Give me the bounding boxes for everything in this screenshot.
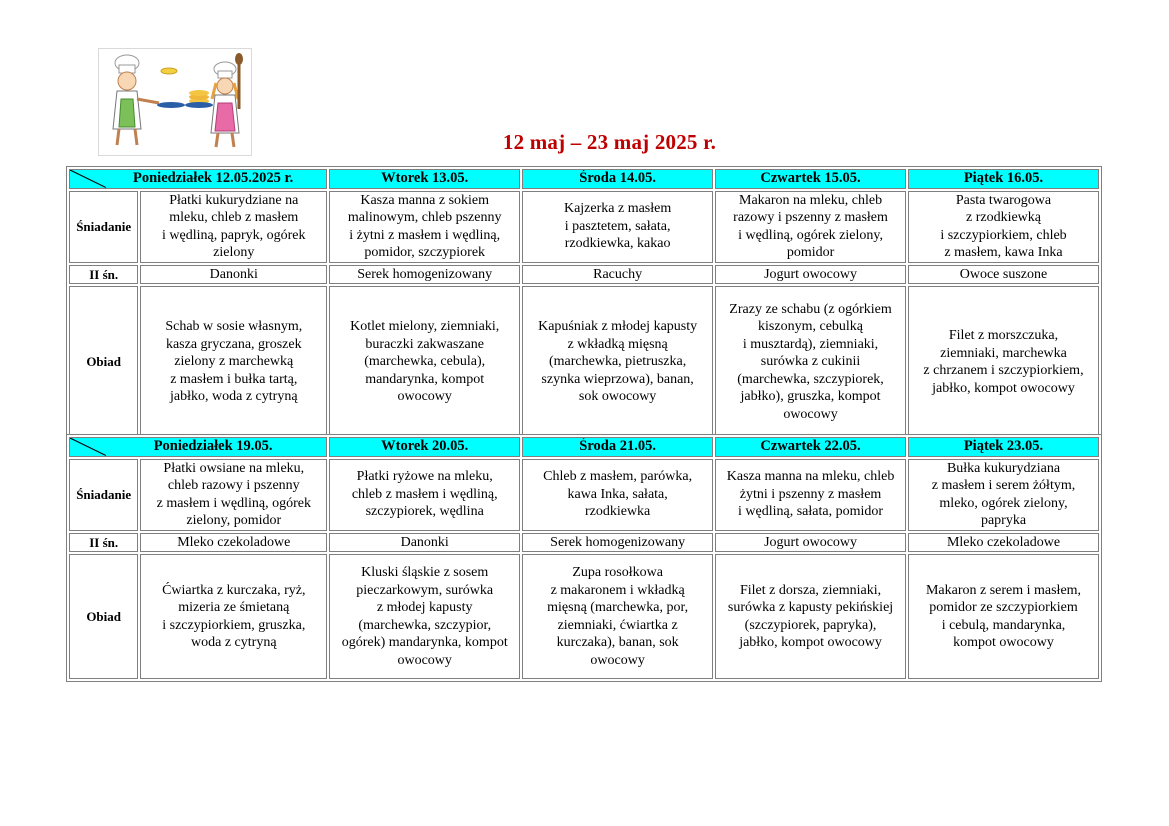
menu-cell: Danonki [329,533,520,553]
menu-cell: Zrazy ze schabu (z ogórkiem kiszonym, cebulką i musztardą), ziemniaki, surówka z cukinii (marchewka, szczypiorek, jabłko), gruszka, kompot owocowy [715,286,906,438]
menu-cell: Serek homogenizowany [522,533,713,553]
menu-cell: Makaron na mleku, chleb razowy i pszenny z masłem i wędliną, ogórek zielony, pomidor [715,191,906,263]
menu-cell: Kluski śląskie z sosem pieczarkowym, surówka z młodej kapusty (marchewka, szczypior, ogórek) mandarynka, kompot owocowy [329,554,520,679]
second-breakfast-row [69,533,1099,553]
menu-cell: Płatki owsiane na mleku, chleb razowy i pszenny z masłem i wędliną, ogórek zielony, pomidor [140,459,327,531]
menu-cell: Płatki kukurydziane na mleku, chleb z masłem i wędliną, papryk, ogórek zielony [140,191,327,263]
row-label-breakfast: Śniadanie [69,459,138,531]
menu-cell: Filet z dorsza, ziemniaki, surówka z kapusty pekińskiej (szczypiorek, papryka), jabłko, kompot owocowy [715,554,906,679]
row-label-second-breakfast: II śn. [69,533,138,553]
day-header-thursday: Czwartek 22.05. [715,437,906,457]
row-label-lunch: Obiad [69,554,138,679]
day-header-row [69,437,1099,457]
menu-cell: Mleko czekoladowe [908,533,1099,553]
day-header-monday: Poniedziałek 19.05. [69,437,327,457]
day-header-friday: Piątek 16.05. [908,169,1099,189]
day-header-wednesday: Środa 14.05. [522,169,713,189]
week-2-menu-table [66,434,1102,682]
menu-cell: Chleb z masłem, parówka, kawa Inka, sałata, rzodkiewka [522,459,713,531]
menu-cell: Serek homogenizowany [329,265,520,285]
row-label-lunch: Obiad [69,286,138,438]
row-label-breakfast: Śniadanie [69,191,138,263]
menu-cell: Ćwiartka z kurczaka, ryż, mizeria ze śmietaną i szczypiorkiem, gruszka, woda z cytryną [140,554,327,679]
day-header-row [69,169,1099,189]
menu-cell: Kajzerka z masłem i pasztetem, sałata, rzodkiewka, kakao [522,191,713,263]
day-header-friday: Piątek 23.05. [908,437,1099,457]
menu-cell: Kotlet mielony, ziemniaki, buraczki zakwaszane (marchewka, cebula), mandarynka, kompot owocowy [329,286,520,438]
breakfast-row [69,191,1099,263]
menu-cell: Zupa rosołkowa z makaronem i wkładką mięsną (marchewka, por, ziemniaki, ćwiartka z kurczaka), banan, sok owocowy [522,554,713,679]
row-label-second-breakfast: II śn. [69,265,138,285]
lunch-row [69,286,1099,438]
menu-cell: Kapuśniak z młodej kapusty z wkładką mięsną (marchewka, pietruszka, szynka wieprzowa), banan, sok owocowy [522,286,713,438]
menu-cell: Filet z morszczuka, ziemniaki, marchewka z chrzanem i szczypiorkiem, jabłko, kompot owocowy [908,286,1099,438]
menu-cell: Makaron z serem i masłem, pomidor ze szczypiorkiem i cebulą, mandarynka, kompot owocowy [908,554,1099,679]
menu-cell: Racuchy [522,265,713,285]
menu-cell: Kasza manna na mleku, chleb żytni i pszenny z masłem i wędliną, sałata, pomidor [715,459,906,531]
day-header-wednesday: Środa 21.05. [522,437,713,457]
second-breakfast-row [69,265,1099,285]
day-header-tuesday: Wtorek 20.05. [329,437,520,457]
menu-cell: Płatki ryżowe na mleku, chleb z masłem i wędliną, szczypiorek, wędlina [329,459,520,531]
menu-cell: Owoce suszone [908,265,1099,285]
lunch-row [69,554,1099,679]
menu-title: 12 maj – 23 maj 2025 r. [502,130,717,154]
day-header-tuesday: Wtorek 13.05. [329,169,520,189]
day-header-thursday: Czwartek 15.05. [715,169,906,189]
menu-cell: Jogurt owocowy [715,265,906,285]
menu-cell: Pasta twarogowa z rzodkiewką i szczypiorkiem, chleb z masłem, kawa Inka [908,191,1099,263]
menu-cell: Mleko czekoladowe [140,533,327,553]
menu-cell: Kasza manna z sokiem malinowym, chleb pszenny i żytni z masłem i wędliną, pomidor, szczypiorek [329,191,520,263]
day-header-monday: Poniedziałek 12.05.2025 r. [69,169,327,189]
menu-cell: Danonki [140,265,327,285]
menu-cell: Schab w sosie własnym, kasza gryczana, groszek zielony z marchewką z masłem i bułka tartą, jabłko, woda z cytryną [140,286,327,438]
menu-cell: Jogurt owocowy [715,533,906,553]
week-1-menu-table [66,166,1102,441]
menu-cell: Bułka kukurydziana z masłem i serem żółtym, mleko, ogórek zielony, papryka [908,459,1099,531]
breakfast-row [69,459,1099,531]
